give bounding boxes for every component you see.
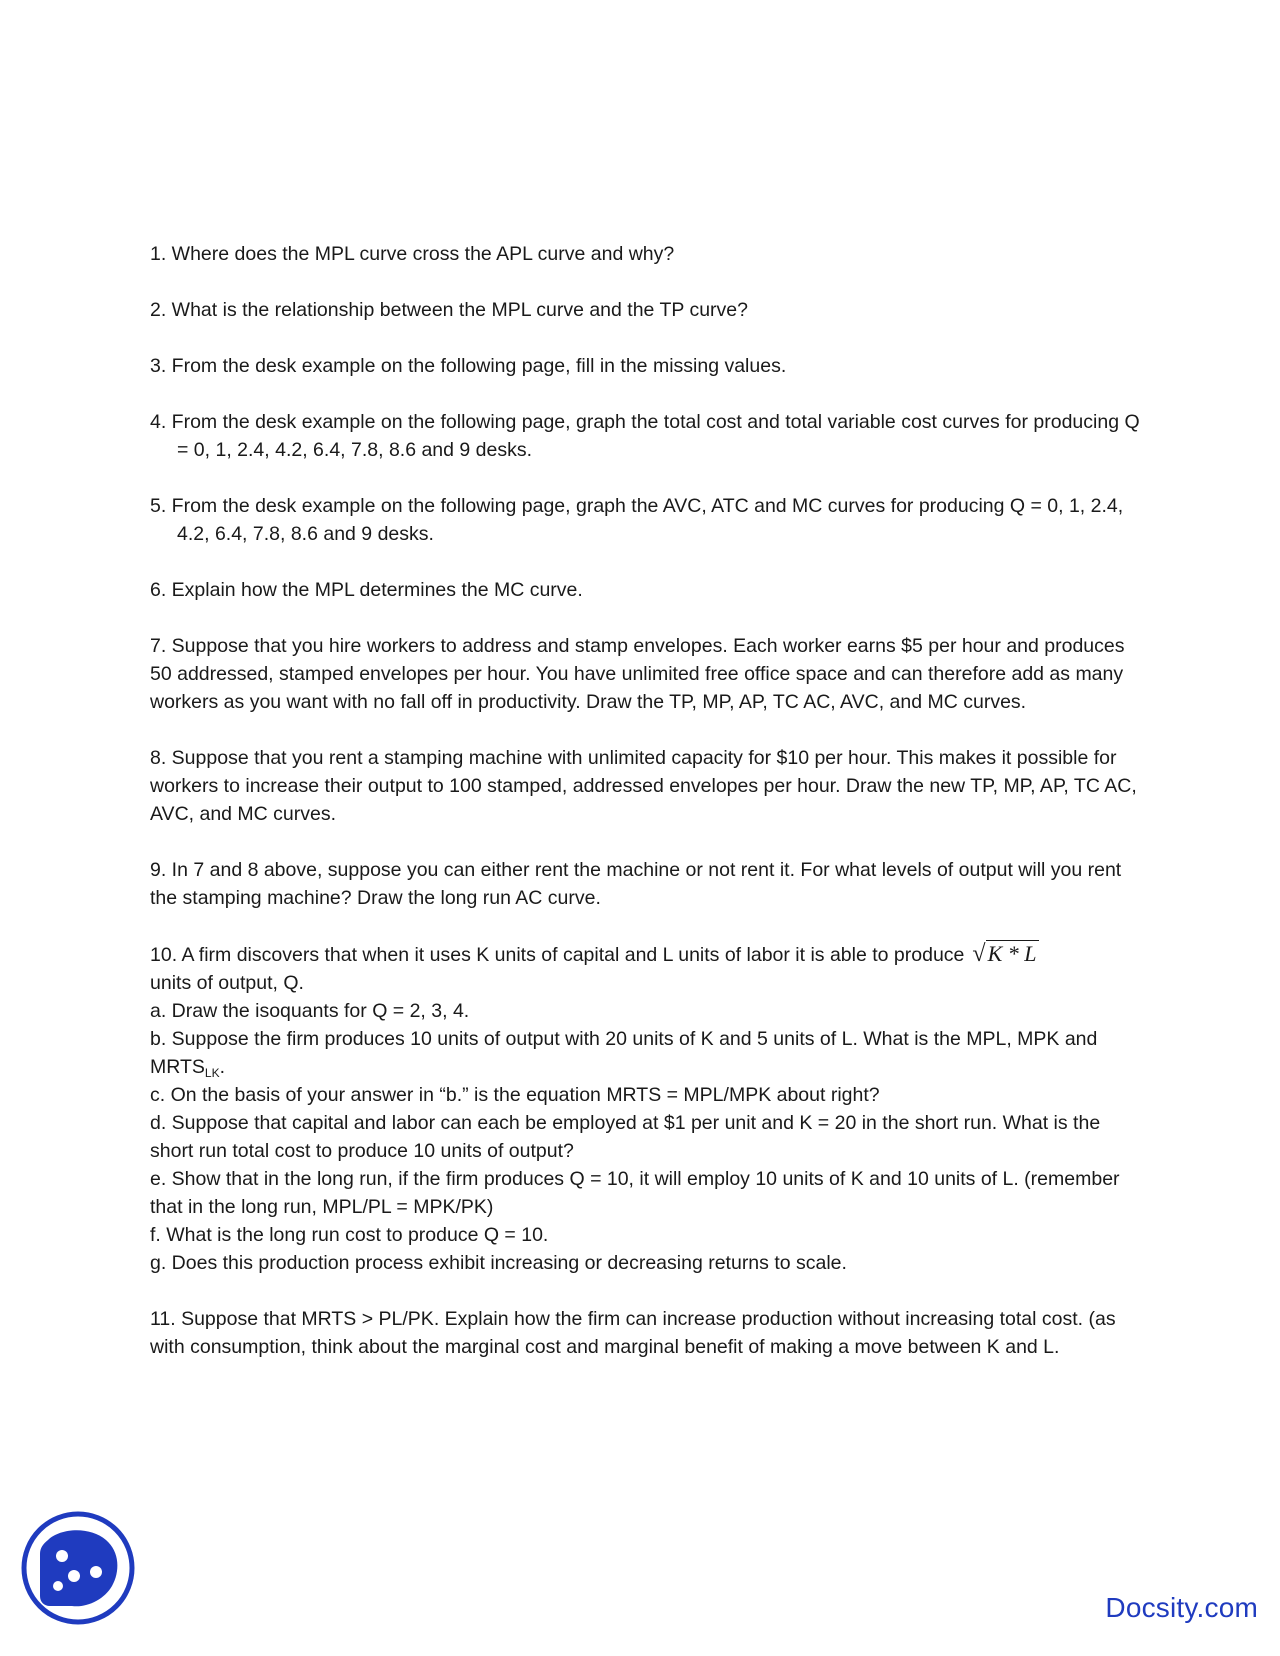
mrts-subscript: LK bbox=[204, 1066, 220, 1080]
question-10e: e. Show that in the long run, if the firm produces Q = 10, it will employ 10 units of K and 10 units of L. (remember that in the long run, MPL/PL = MPK/PK) bbox=[150, 1168, 1120, 1218]
sqrt-formula bbox=[972, 940, 1038, 968]
question-10b bbox=[150, 1025, 1140, 1081]
question-2: 2. What is the relationship between the MPL curve and the TP curve? bbox=[150, 299, 748, 321]
docsity-brand-link[interactable]: Docsity.com bbox=[1105, 1592, 1258, 1623]
question-list bbox=[150, 240, 1140, 1389]
question-7: 7. Suppose that you hire workers to address and stamp envelopes. Each worker earns $5 per hour and produces 50 addressed, stamped envelopes per hour. You have unlimited free office space and can therefore add as many workers as you want with no fall off in productivity. Draw the TP, MP, AP, TC AC, AVC, and MC curves. bbox=[150, 635, 1125, 713]
question-10-intro-text: 10. A firm discovers that when it uses K units of capital and L units of labor it is able to produce bbox=[150, 944, 965, 966]
question-11: 11. Suppose that MRTS > PL/PK. Explain how the firm can increase production without increasing total cost. (as with consumption, think about the marginal cost and marginal benefit of making a move between K and L. bbox=[150, 1308, 1116, 1358]
question-10 bbox=[150, 940, 1140, 1277]
question-4: 4. From the desk example on the following page, graph the total cost and total variable cost curves for producing Q = 0, 1, 2.4, 4.2, 6.4, 7.8, 8.6 and 9 desks. bbox=[150, 411, 1140, 461]
question-10f: f. What is the long run cost to produce Q = 10. bbox=[150, 1224, 549, 1246]
question-6: 6. Explain how the MPL determines the MC curve. bbox=[150, 579, 583, 601]
question-3: 3. From the desk example on the following page, fill in the missing values. bbox=[150, 355, 787, 377]
question-10g: g. Does this production process exhibit increasing or decreasing returns to scale. bbox=[150, 1252, 847, 1274]
question-10-intro bbox=[150, 940, 1140, 997]
question-8: 8. Suppose that you rent a stamping machine with unlimited capacity for $10 per hour. This makes it possible for workers to increase their output to 100 stamped, addressed envelopes per hour. Draw the new TP, MP, AP, TC AC, AVC, and MC curves. bbox=[150, 747, 1137, 825]
question-10c: c. On the basis of your answer in “b.” is the equation MRTS = MPL/MPK about right? bbox=[150, 1084, 880, 1106]
question-5: 5. From the desk example on the following page, graph the AVC, ATC and MC curves for producing Q = 0, 1, 2.4, 4.2, 6.4, 7.8, 8.6 and 9 desks. bbox=[150, 495, 1124, 545]
question-10b-end: . bbox=[219, 1056, 226, 1078]
question-1: 1. Where does the MPL curve cross the APL curve and why? bbox=[150, 243, 675, 265]
question-10b-text: b. Suppose the firm produces 10 units of output with 20 units of K and 5 units of L. What is the MPL, MPK and MRTS bbox=[150, 1028, 1098, 1078]
radicand: K * L bbox=[987, 941, 1037, 966]
question-9: 9. In 7 and 8 above, suppose you can either rent the machine or not rent it. For what levels of output will you rent the stamping machine? Draw the long run AC curve. bbox=[150, 859, 1122, 909]
question-10a: a. Draw the isoquants for Q = 2, 3, 4. bbox=[150, 1000, 470, 1022]
question-10d: d. Suppose that capital and labor can each be employed at $1 per unit and K = 20 in the short run. What is the short run total cost to produce 10 units of output? bbox=[150, 1112, 1101, 1162]
question-10-intro-end: units of output, Q. bbox=[150, 972, 304, 994]
radical-sign: √ bbox=[972, 941, 986, 967]
docsity-logo-icon[interactable] bbox=[20, 1510, 136, 1626]
